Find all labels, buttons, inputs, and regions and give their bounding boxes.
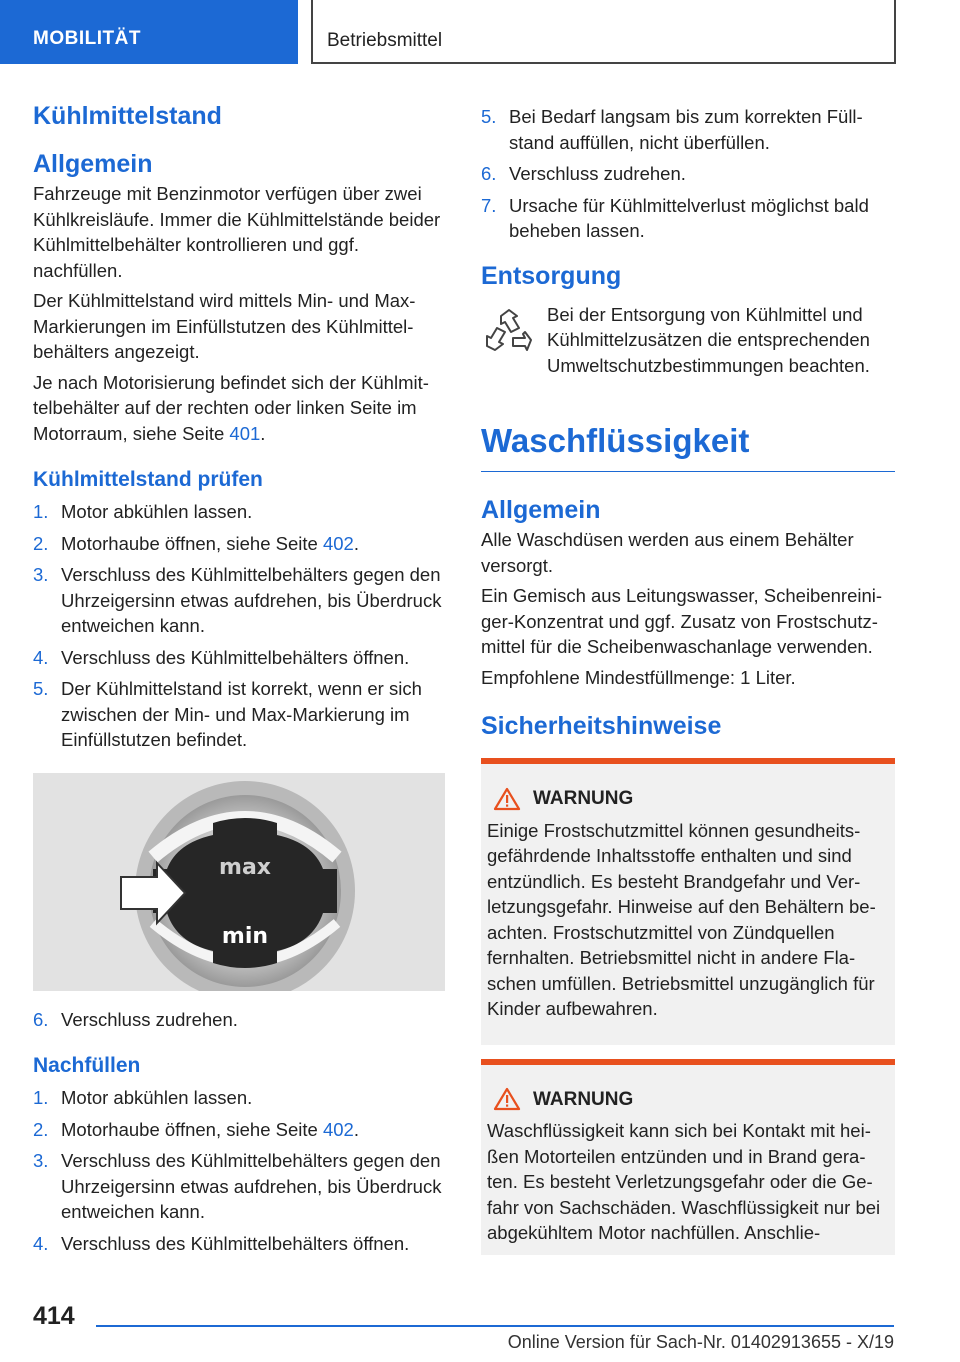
coolant-title: Kühlmittelstand (33, 102, 222, 130)
coolant-cap-illustration (33, 773, 445, 991)
list-item: 5. Bei Bedarf langsam bis zum korrekten Füllstand auffüllen, nicht überfüllen. (481, 106, 863, 153)
check-step-6 (33, 1007, 445, 1033)
warning-title (487, 1087, 889, 1113)
coolant-cap-image (33, 773, 445, 991)
list-item: 1. Motor abkühlen lassen. (33, 501, 253, 522)
general-paragraph-3-text: Je nach Motorisierung befindet sich der Kühlmittelbehälter auf der rechten oder linken Seite im Motorraum, siehe Seite (33, 371, 429, 444)
disposal-heading: Entsorgung (481, 261, 622, 290)
disposal-text: Bei der Entsorgung von Kühlmittel und Kühlmittelzusätzen die entsprechenden Umweltschutzbestimmungen beachten. (547, 303, 870, 376)
max-marking: max (219, 854, 271, 880)
warning-box-2 (481, 1059, 895, 1255)
list-item: 4. Verschluss des Kühlmittelbehälters öffnen. (33, 646, 410, 668)
warning-triangle-icon (493, 787, 521, 811)
check-heading: Kühlmittelstand prüfen (33, 468, 263, 491)
disposal-note (481, 302, 895, 384)
warning-triangle-icon (493, 1087, 521, 1111)
list-item: 2. Motorhaube öffnen, siehe Seite 402. (33, 1118, 359, 1140)
list-item: 7. Ursache für Kühlmittelverlust möglichst bald beheben lassen. (481, 194, 869, 241)
list-item: 2. Motorhaube öffnen, siehe Seite 402. (33, 532, 359, 554)
washer-paragraph-3: Empfohlene Mindestfüllmenge: 1 Liter. (481, 666, 796, 688)
general-paragraph-3 (33, 370, 445, 447)
refill-heading: Nachfüllen (33, 1054, 141, 1077)
list-item: 5. Der Kühlmittelstand ist korrekt, wenn er sich zwischen der Min- und Max-Markierung im Einfüllstutzen befindet. (33, 678, 422, 750)
refill-steps (33, 1085, 445, 1256)
list-item: 3. Verschluss des Kühlmittelbehälters gegen den Uhrzeigersinn etwas aufdrehen, bis Überdruck entweichen kann. (33, 564, 442, 636)
left-column (33, 100, 445, 1262)
section-label: MOBILITÄT (33, 28, 141, 49)
list-item: 1. Motor abkühlen lassen. (33, 1087, 253, 1108)
washer-general-heading: Allgemein (481, 496, 601, 524)
warning-text-2: Waschflüssigkeit kann sich bei Kontakt mit heißen Motorteilen entzünden und in Brand geraten. Es besteht Verletzungsgefahr oder die Gefahr von Sachschäden. Waschflüssigkeit nur bei abgekühltem Motor nachfüllen. Anschlie- (487, 1120, 881, 1243)
washer-fluid-title: Waschflüssigkeit (481, 419, 895, 472)
recycle-icon (481, 306, 537, 362)
list-item: 3. Verschluss des Kühlmittelbehälters gegen den Uhrzeigersinn etwas aufdrehen, bis Überdruck entweichen kann. (33, 1150, 442, 1222)
washer-paragraph-2: Ein Gemisch aus Leitungswasser, Scheibenreiniger-Konzentrat und ggf. Zusatz von Frostschutzmittel für die Scheibenwaschanlage verwenden. (481, 585, 883, 657)
refill-steps-continued (481, 104, 895, 244)
min-marking: min (221, 923, 269, 949)
page-link-401[interactable]: 401 (229, 422, 261, 444)
online-version-note: Online Version für Sach-Nr. 01402913655 - X/19 (507, 1332, 894, 1352)
list-item: 6. Verschluss zudrehen. (481, 163, 686, 184)
chapter-label: Betriebsmittel (327, 30, 443, 51)
page-number: 414 (33, 1302, 75, 1330)
general-paragraph-2: Der Kühlmittelstand wird mittels Min- und Max-Markierungen im Einfüllstutzen des Kühlmittelbehälters angezeigt. (33, 290, 416, 362)
check-steps (33, 499, 445, 753)
page-link-402[interactable]: 402 (322, 1118, 354, 1140)
list-item: 6. Verschluss zudrehen. (33, 1008, 238, 1030)
warning-label: WARNUNG (533, 788, 634, 809)
warning-title (487, 786, 889, 812)
list-item: 4. Verschluss des Kühlmittelbehälters öffnen. (33, 1232, 410, 1254)
washer-paragraph-1: Alle Waschdüsen werden aus einem Behälter versorgt. (481, 529, 854, 576)
warning-box-1 (481, 758, 895, 1045)
header-chapter (311, 0, 896, 64)
warning-text-1: Einige Frostschutzmittel können gesundheitsgefährdende Inhaltsstoffe enthalten und sind entzündlich. Es besteht Brandgefahr und Verletzungsgefahr. Hinweise auf den Behältern beachten. Frostschutzmittel von Zündquellen fernhalten. Betriebsmittel nicht in andere Flaschen umfüllen. Betriebsmittel unzugänglich für Kinder aufbewahren. (487, 819, 876, 1019)
warning-label: WARNUNG (533, 1088, 634, 1110)
general-heading: Allgemein (33, 150, 153, 178)
general-paragraph-1: Fahrzeuge mit Benzinmotor verfügen über zwei Kühlkreisläufe. Immer die Kühlmittelstände beider Kühlmittelbehälter kontrollieren und ggf. nachfüllen. (33, 183, 441, 281)
footer-divider (96, 1325, 894, 1327)
safety-heading: Sicherheitshinweise (481, 712, 722, 740)
page-link-402[interactable]: 402 (322, 532, 354, 554)
right-column (481, 104, 895, 1255)
header-section (0, 0, 298, 64)
general-paragraph-3-end: . (260, 422, 266, 444)
